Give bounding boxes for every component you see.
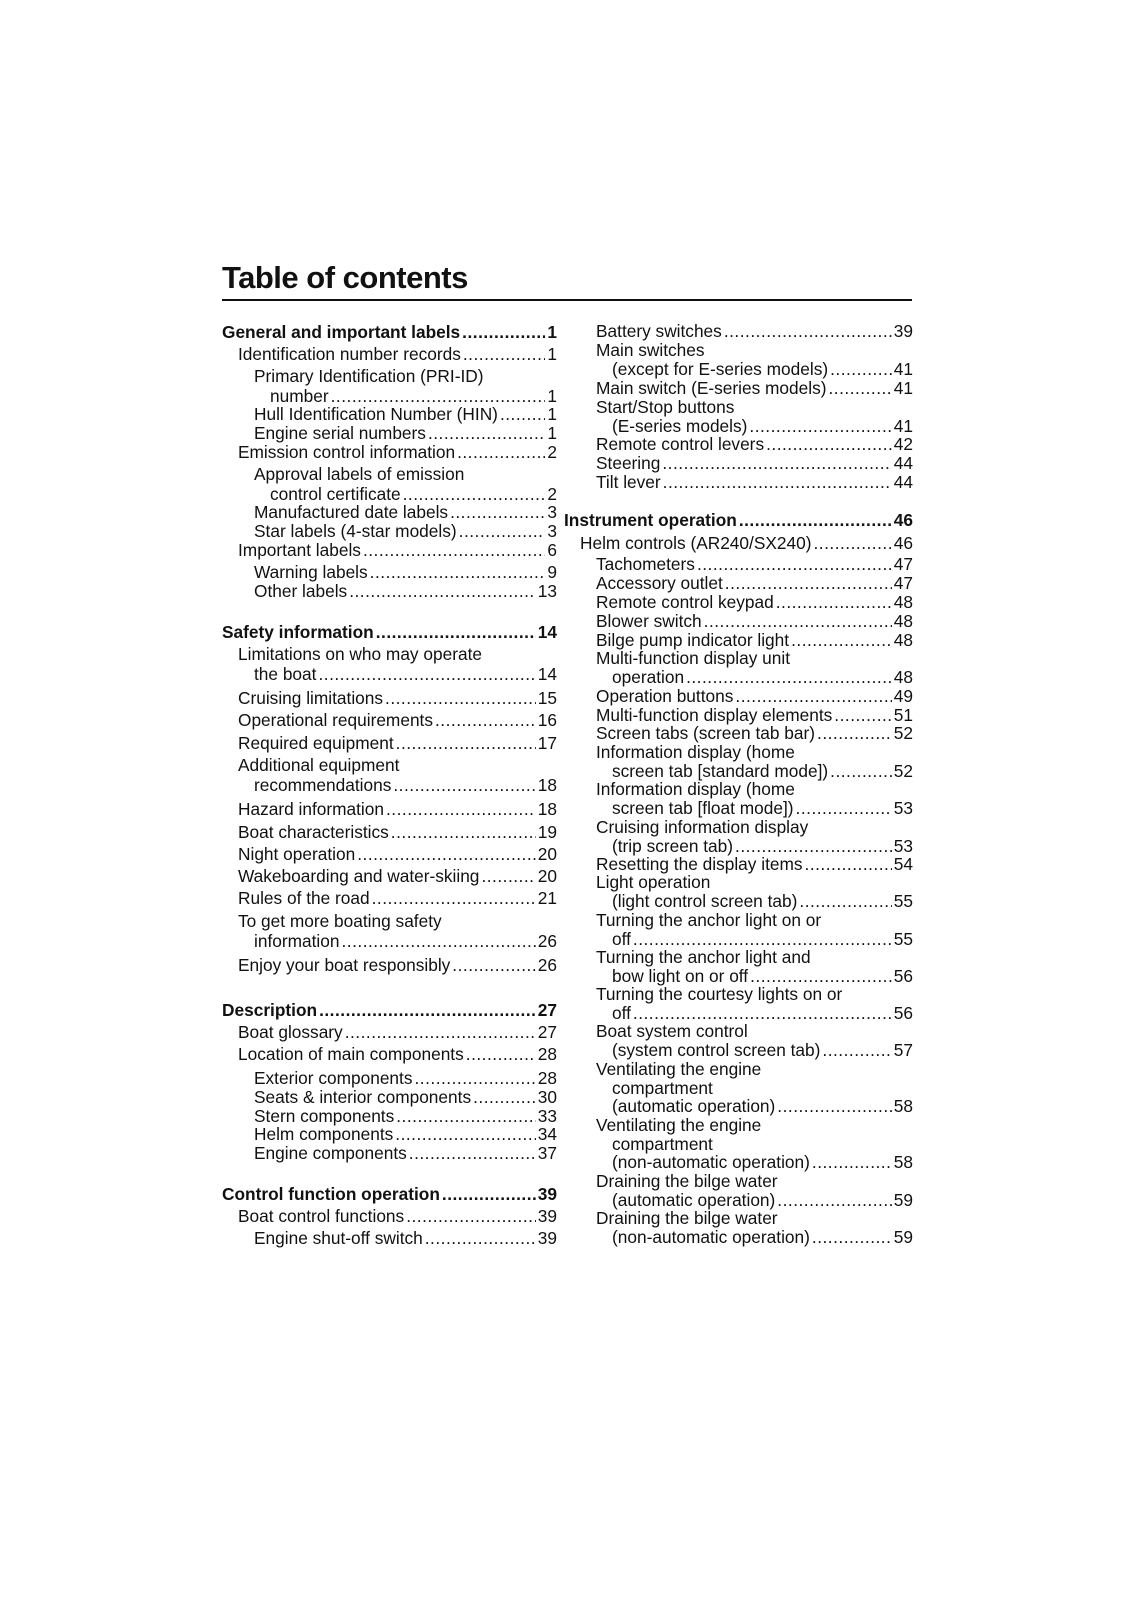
toc-page-number: 27 <box>537 1000 557 1020</box>
toc-page-number: 20 <box>537 844 557 864</box>
toc-entry[interactable] <box>596 724 913 743</box>
toc-entry[interactable] <box>254 423 557 443</box>
dot-leader <box>457 442 545 462</box>
toc-entry[interactable] <box>596 593 913 612</box>
toc-page-number: 56 <box>893 1002 913 1023</box>
dot-leader <box>409 1143 536 1163</box>
toc-page-number: 53 <box>893 797 913 818</box>
toc-entry-text: Boat characteristics <box>238 822 389 842</box>
dot-leader <box>686 668 892 687</box>
toc-page-number: 18 <box>537 775 557 795</box>
dot-leader <box>828 379 891 398</box>
toc-entry[interactable] <box>596 612 913 631</box>
dot-leader <box>376 622 536 642</box>
dot-leader <box>812 1228 892 1247</box>
toc-entry[interactable] <box>254 1124 557 1144</box>
toc-entry-text: Cruising limitations <box>238 688 384 708</box>
toc-section-entry[interactable] <box>222 1184 557 1204</box>
toc-entry-text: Manufactured date labels <box>254 502 449 522</box>
toc-page-number: 1 <box>547 404 557 424</box>
toc-page-number: 6 <box>547 540 557 560</box>
toc-page-number: 9 <box>547 562 557 582</box>
toc-entry[interactable] <box>238 1022 557 1042</box>
toc-entry-text: Bilge pump indicator light <box>596 630 790 650</box>
toc-entry-text: Emission control information <box>238 442 456 462</box>
dot-leader <box>403 484 546 504</box>
toc-entry-text: Stern components <box>254 1106 395 1126</box>
toc-entry[interactable] <box>596 873 913 910</box>
dot-leader <box>396 1106 536 1126</box>
toc-entry-text: Ventilating the engine <box>596 1115 762 1135</box>
toc-entry-text: Start/Stop buttons <box>596 397 735 417</box>
toc-entry-text: Description <box>222 1000 318 1020</box>
dot-leader <box>435 710 536 730</box>
dot-leader <box>830 360 892 379</box>
toc-entry-text: Accessory outlet <box>596 573 723 593</box>
toc-page-number: 51 <box>893 705 913 725</box>
toc-entry-text: (automatic operation) <box>612 1189 776 1210</box>
toc-entry[interactable] <box>596 322 913 341</box>
dot-leader <box>724 322 892 341</box>
dot-leader <box>735 687 891 706</box>
toc-entry-text: off <box>612 928 631 949</box>
toc-page-number: 28 <box>537 1068 557 1088</box>
toc-entry-text: number <box>270 386 329 406</box>
toc-entry-text: Boat system control <box>596 1021 748 1041</box>
dot-leader <box>662 454 891 473</box>
toc-entry[interactable] <box>238 911 557 951</box>
toc-entry-text: Light operation <box>596 872 711 892</box>
dot-leader <box>633 1004 892 1023</box>
toc-page-number: 46 <box>893 510 913 530</box>
toc-entry-text: Rules of the road <box>238 888 370 908</box>
toc-entry-text: Enjoy your boat responsibly <box>238 955 451 975</box>
toc-section-entry[interactable] <box>222 322 557 342</box>
dot-leader <box>697 555 892 574</box>
toc-page-number: 59 <box>893 1189 913 1210</box>
toc-section-entry[interactable] <box>222 622 557 642</box>
toc-entry-text: screen tab [standard mode]) <box>612 760 829 781</box>
toc-entry[interactable] <box>596 818 913 855</box>
toc-entry-text: Helm components <box>254 1124 394 1144</box>
dot-leader <box>396 733 536 753</box>
toc-entry-text: Operational requirements <box>238 710 433 730</box>
dot-leader <box>442 1184 536 1204</box>
toc-entry-text: Engine shut-off switch <box>254 1228 423 1248</box>
toc-entry[interactable] <box>596 1022 913 1059</box>
toc-entry-text: (non-automatic operation) <box>612 1152 810 1173</box>
toc-page-number: 47 <box>893 554 913 574</box>
toc-entry-text: Tachometers <box>596 554 695 574</box>
toc-entry[interactable] <box>238 344 557 364</box>
toc-entry-text: compartment <box>612 1133 713 1154</box>
toc-entry-text: Steering <box>596 453 661 473</box>
toc-page-number: 1 <box>547 322 557 342</box>
toc-page-number: 41 <box>893 378 913 398</box>
dot-leader <box>393 775 535 795</box>
toc-entry-text: bow light on or off <box>612 965 749 986</box>
toc-entry[interactable] <box>238 733 557 753</box>
toc-page-number: 1 <box>547 386 557 406</box>
toc-entry-text: Warning labels <box>254 562 368 582</box>
toc-page-number: 39 <box>537 1184 557 1204</box>
toc-entry-text: Exterior components <box>254 1068 413 1088</box>
toc-page-number: 21 <box>537 888 557 908</box>
toc-entry-text: Important labels <box>238 540 361 560</box>
toc-page-number: 47 <box>893 573 913 593</box>
toc-page-number: 1 <box>547 423 557 443</box>
toc-page-number: 48 <box>893 592 913 612</box>
toc-entry-text: Multi-function display elements <box>596 705 833 725</box>
toc-page-number: 55 <box>893 890 913 911</box>
toc-entry-text: Wakeboarding and water-skiing <box>238 866 480 886</box>
toc-entry[interactable] <box>254 562 557 582</box>
toc-entry[interactable] <box>596 855 913 874</box>
toc-page-number: 26 <box>537 955 557 975</box>
toc-entry-text: Turning the courtesy lights on or <box>596 984 843 1004</box>
toc-entry[interactable] <box>254 581 557 601</box>
toc-page-number: 41 <box>893 358 913 379</box>
toc-entry[interactable] <box>254 1106 557 1126</box>
dot-leader <box>812 1153 892 1172</box>
toc-entry-text: Blower switch <box>596 611 702 631</box>
toc-entry-text: To get more boating safety <box>238 911 442 931</box>
toc-entry-text: Main switches <box>596 340 705 360</box>
dot-leader <box>777 1097 891 1116</box>
toc-entry-text: Engine serial numbers <box>254 423 426 443</box>
toc-entry[interactable] <box>596 780 913 817</box>
toc-page-number: 39 <box>537 1206 557 1226</box>
toc-page-number: 19 <box>537 822 557 842</box>
toc-entry[interactable] <box>254 1087 557 1107</box>
toc-entry[interactable] <box>596 649 913 686</box>
toc-page-number: 2 <box>547 442 557 462</box>
toc-entry[interactable] <box>238 866 557 886</box>
toc-entry[interactable] <box>596 631 913 650</box>
toc-page-number: 56 <box>893 965 913 986</box>
toc-page-number: 26 <box>537 931 557 951</box>
toc-page-number: 20 <box>537 866 557 886</box>
toc-entry[interactable] <box>238 644 557 684</box>
toc-entry-text: Star labels (4-star models) <box>254 521 457 541</box>
dot-leader <box>391 822 536 842</box>
dot-leader <box>776 593 892 612</box>
toc-entry[interactable] <box>254 464 557 504</box>
dot-leader <box>450 502 545 522</box>
toc-page-number: 16 <box>537 710 557 730</box>
toc-entry-text: Information display (home <box>596 742 795 762</box>
toc-entry[interactable] <box>254 1068 557 1088</box>
toc-page-number: 18 <box>537 799 557 819</box>
toc-entry[interactable] <box>596 948 913 985</box>
toc-entry-text: Hull Identification Number (HIN) <box>254 404 498 424</box>
toc-page-number: 42 <box>893 434 913 454</box>
toc-entry-text: (automatic operation) <box>612 1096 776 1117</box>
toc-entry[interactable] <box>238 540 557 560</box>
toc-entry-text: (E-series models) <box>612 415 748 436</box>
toc-entry-text: Instrument operation <box>564 510 737 530</box>
dot-leader <box>750 967 892 986</box>
toc-entry[interactable] <box>254 502 557 522</box>
toc-page-number: 44 <box>893 453 913 473</box>
toc-entry[interactable] <box>596 454 913 473</box>
toc-page-number: 48 <box>893 630 913 650</box>
toc-entry-text: Helm controls (AR240/SX240) <box>580 533 812 553</box>
toc-entry[interactable] <box>596 341 913 378</box>
toc-page-number: 48 <box>893 611 913 631</box>
toc-page-number: 58 <box>893 1096 913 1117</box>
toc-entry[interactable] <box>596 574 913 593</box>
dot-leader <box>428 423 545 443</box>
toc-entry-text: Limitations on who may operate <box>238 644 482 664</box>
dot-leader <box>345 1022 536 1042</box>
toc-entry-text: Primary Identification (PRI-ID) <box>254 366 484 386</box>
toc-entry[interactable] <box>254 1143 557 1163</box>
toc-entry-text: off <box>612 1002 631 1023</box>
toc-page-number: 49 <box>893 686 913 706</box>
toc-entry[interactable] <box>238 688 557 708</box>
toc-entry-text: Location of main components <box>238 1044 464 1064</box>
dot-leader <box>372 888 536 908</box>
toc-page-number: 30 <box>537 1087 557 1107</box>
toc-entry-text: Resetting the display items <box>596 854 803 874</box>
dot-leader <box>386 799 536 819</box>
dot-leader <box>349 581 536 601</box>
toc-entry[interactable] <box>238 710 557 730</box>
toc-entry[interactable] <box>596 398 913 435</box>
dot-leader <box>822 1041 891 1060</box>
toc-entry-text: control certificate <box>270 484 401 504</box>
dot-leader <box>342 931 536 951</box>
toc-entry[interactable] <box>596 743 913 780</box>
toc-page-number: 52 <box>893 760 913 781</box>
dot-leader <box>331 386 546 406</box>
toc-entry-text: (system control screen tab) <box>612 1039 821 1060</box>
toc-entry-text: (non-automatic operation) <box>612 1226 810 1247</box>
dot-leader <box>749 417 891 436</box>
toc-entry-text: Required equipment <box>238 733 394 753</box>
toc-entry[interactable] <box>596 985 913 1022</box>
dot-leader <box>739 511 892 530</box>
dot-leader <box>777 1191 891 1210</box>
toc-entry[interactable] <box>596 1172 913 1209</box>
toc-page-number: 28 <box>537 1044 557 1064</box>
toc-entry[interactable] <box>596 435 913 454</box>
toc-entry-text: Main switch (E-series models) <box>596 378 827 398</box>
toc-entry-text: (except for E-series models) <box>612 358 829 379</box>
dot-leader <box>834 706 891 725</box>
toc-page-number: 39 <box>893 321 913 341</box>
dot-leader <box>817 724 892 743</box>
toc-entry[interactable] <box>596 379 913 398</box>
toc-page-number: 59 <box>893 1226 913 1247</box>
toc-page-number: 39 <box>537 1228 557 1248</box>
toc-entry-text: Additional equipment <box>238 755 400 775</box>
toc-page-number: 33 <box>537 1106 557 1126</box>
toc-entry[interactable] <box>580 534 913 553</box>
toc-entry-text: Tilt lever <box>596 472 661 492</box>
toc-entry-text: recommendations <box>254 775 392 795</box>
toc-entry-text: Battery switches <box>596 321 722 341</box>
toc-entry[interactable] <box>238 1044 557 1064</box>
toc-entry[interactable] <box>238 799 557 819</box>
toc-page-number: 34 <box>537 1124 557 1144</box>
dot-leader <box>791 631 892 650</box>
toc-entry-text: Multi-function display unit <box>596 648 791 668</box>
toc-entry-text: Draining the bilge water <box>596 1171 778 1191</box>
toc-page-number: 37 <box>537 1143 557 1163</box>
toc-entry[interactable] <box>596 706 913 725</box>
toc-entry-text: Screen tabs (screen tab bar) <box>596 723 816 743</box>
dot-leader <box>459 521 546 541</box>
toc-page-number: 15 <box>537 688 557 708</box>
toc-entry[interactable] <box>596 1209 913 1246</box>
dot-leader <box>395 1124 535 1144</box>
dot-leader <box>799 892 891 911</box>
toc-page-number: 41 <box>893 415 913 436</box>
toc-entry-text: Draining the bilge water <box>596 1208 778 1228</box>
toc-entry-text: Information display (home <box>596 779 795 799</box>
dot-leader <box>663 473 892 492</box>
toc-page-number: 14 <box>537 622 557 642</box>
toc-entry-text: Control function operation <box>222 1184 440 1204</box>
dot-leader <box>415 1068 536 1088</box>
toc-page-number: 3 <box>547 521 557 541</box>
dot-leader <box>813 534 891 553</box>
toc-entry-text: Identification number records <box>238 344 461 364</box>
dot-leader <box>704 612 892 631</box>
dot-leader <box>500 404 545 424</box>
toc-entry-text: (trip screen tab) <box>612 835 734 856</box>
dot-leader <box>425 1228 536 1248</box>
toc-entry-text: Other labels <box>254 581 348 601</box>
toc-entry[interactable] <box>238 1206 557 1226</box>
toc-section-entry[interactable] <box>564 511 913 530</box>
toc-entry-text: operation <box>612 666 685 687</box>
toc-entry[interactable] <box>238 442 557 462</box>
toc-page-number: 1 <box>547 344 557 364</box>
toc-entry[interactable] <box>238 755 557 795</box>
toc-entry-text: the boat <box>254 664 317 684</box>
dot-leader <box>796 799 892 818</box>
toc-entry[interactable] <box>596 473 913 492</box>
dot-leader <box>473 1087 536 1107</box>
toc-entry-text: Turning the anchor light and <box>596 947 811 967</box>
dot-leader <box>370 562 546 582</box>
toc-entry-text: Approval labels of emission <box>254 464 465 484</box>
toc-entry-text: compartment <box>612 1077 713 1098</box>
dot-leader <box>766 435 892 454</box>
dot-leader <box>452 955 535 975</box>
toc-entry[interactable] <box>596 555 913 574</box>
toc-entry-text: Ventilating the engine <box>596 1059 762 1079</box>
dot-leader <box>463 344 546 364</box>
dot-leader <box>363 540 545 560</box>
toc-entry-text: Remote control levers <box>596 434 765 454</box>
toc-page-number: 2 <box>547 484 557 504</box>
toc-entry-text: Operation buttons <box>596 686 734 706</box>
dot-leader <box>462 322 545 342</box>
toc-entry-text: Turning the anchor light on or <box>596 910 822 930</box>
toc-entry[interactable] <box>238 822 557 842</box>
toc-entry-text: Boat glossary <box>238 1022 343 1042</box>
dot-leader <box>319 1000 536 1020</box>
toc-entry-text: Safety information <box>222 622 374 642</box>
toc-entry[interactable] <box>596 911 913 948</box>
toc-page-number: 13 <box>537 581 557 601</box>
toc-entry-text: information <box>254 931 340 951</box>
toc-entry-text: Cruising information display <box>596 817 809 837</box>
toc-entry-text: (light control screen tab) <box>612 890 798 911</box>
toc-entry-text: Boat control functions <box>238 1206 405 1226</box>
toc-entry[interactable] <box>254 1228 557 1248</box>
page-title: Table of contents <box>222 258 912 301</box>
toc-entry[interactable] <box>238 844 557 864</box>
toc-page-number: 52 <box>893 723 913 743</box>
toc-entry[interactable] <box>238 955 557 975</box>
dot-leader <box>830 762 892 781</box>
toc-entry[interactable] <box>238 888 557 908</box>
dot-leader <box>725 574 892 593</box>
dot-leader <box>735 837 892 856</box>
toc-page-number: 17 <box>537 733 557 753</box>
toc-entry[interactable] <box>596 687 913 706</box>
toc-entry-text: Engine components <box>254 1143 407 1163</box>
toc-entry[interactable] <box>254 404 557 424</box>
toc-page-number: 54 <box>893 854 913 874</box>
toc-page-number: 46 <box>893 533 913 553</box>
toc-entry[interactable] <box>254 521 557 541</box>
toc-entry-text: screen tab [float mode]) <box>612 797 794 818</box>
toc-entry[interactable] <box>254 366 557 406</box>
dot-leader <box>633 930 892 949</box>
toc-page-number: 57 <box>893 1039 913 1060</box>
toc-page-number: 3 <box>547 502 557 522</box>
toc-entry-text: Remote control keypad <box>596 592 774 612</box>
toc-page-number: 55 <box>893 928 913 949</box>
dot-leader <box>805 855 892 874</box>
toc-entry[interactable] <box>596 1060 913 1116</box>
toc-page-number: 14 <box>537 664 557 684</box>
toc-page-number: 44 <box>893 472 913 492</box>
toc-entry[interactable] <box>596 1116 913 1172</box>
toc-page-number: 27 <box>537 1022 557 1042</box>
toc-page-number: 58 <box>893 1152 913 1173</box>
toc-page-number: 53 <box>893 835 913 856</box>
dot-leader <box>406 1206 536 1226</box>
toc-section-entry[interactable] <box>222 1000 557 1020</box>
dot-leader <box>481 866 535 886</box>
toc-entry-text: General and important labels <box>222 322 461 342</box>
dot-leader <box>357 844 536 864</box>
dot-leader <box>318 664 535 684</box>
dot-leader <box>385 688 536 708</box>
toc-entry-text: Hazard information <box>238 799 384 819</box>
dot-leader <box>466 1044 536 1064</box>
toc-entry-text: Seats & interior components <box>254 1087 472 1107</box>
toc-page-number: 48 <box>893 666 913 687</box>
toc-entry-text: Night operation <box>238 844 356 864</box>
